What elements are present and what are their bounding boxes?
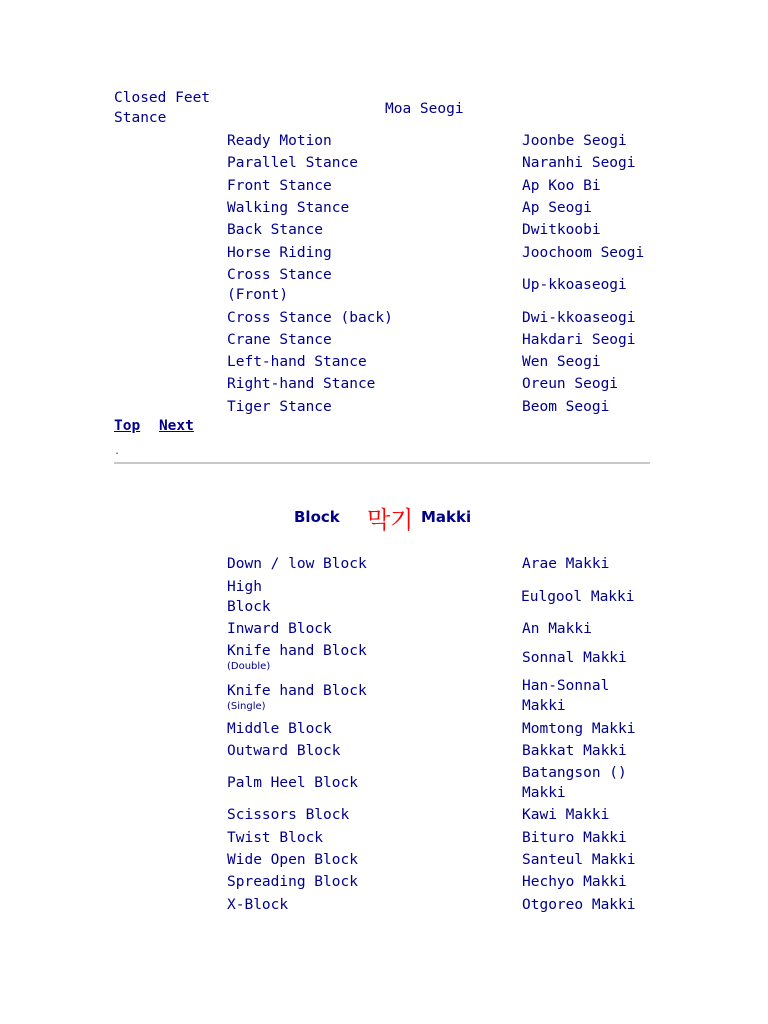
stance-english: Crane Stance (227, 332, 332, 348)
closed-feet-stance-label: Closed Feet Stance (114, 90, 211, 126)
block-english: Knife hand Block (227, 683, 367, 699)
block-english: Outward Block (227, 743, 341, 759)
nav-links (114, 418, 204, 434)
stance-english: Parallel Stance (227, 155, 358, 171)
block-english: High Block (227, 579, 271, 615)
stance-korean: Dwitkoobi (522, 222, 601, 238)
stance-english: Ready Motion (227, 133, 332, 149)
block-note: (Single) (227, 701, 266, 712)
block-english: X-Block (227, 897, 289, 913)
stance-english: Front Stance (227, 178, 332, 194)
stance-english: Cross Stance (back) (227, 310, 393, 326)
block-note: (Double) (227, 661, 271, 672)
block-korean: Bakkat Makki (522, 743, 627, 759)
block-english: Scissors Block (227, 807, 350, 823)
stance-korean: Wen Seogi (522, 354, 601, 370)
block-korean: Momtong Makki (522, 721, 636, 737)
block-english: Palm Heel Block (227, 775, 358, 791)
stance-english: Horse Riding (227, 245, 332, 261)
stance-korean: Hakdari Seogi (522, 332, 636, 348)
stance-korean: Up-kkoaseogi (522, 277, 627, 293)
makki-hangul-heading: 막기 (367, 506, 414, 534)
horizontal-rule (114, 462, 650, 464)
block-korean: Otgoreo Makki (522, 897, 636, 913)
block-english-group (227, 641, 427, 673)
stance-korean: Oreun Seogi (522, 376, 619, 392)
block-korean: Arae Makki (522, 556, 610, 572)
block-korean: Kawi Makki (522, 807, 610, 823)
block-korean: Sonnal Makki (522, 650, 627, 666)
separator-dot: . (114, 446, 121, 457)
block-korean: Han-Sonnal Makki (522, 678, 610, 714)
block-korean: Santeul Makki (522, 852, 636, 868)
block-korean: Hechyo Makki (522, 874, 627, 890)
next-link[interactable]: Next (158, 418, 194, 434)
block-korean: An Makki (522, 621, 592, 637)
block-korean: Batangson () Makki (522, 765, 627, 801)
block-english: Wide Open Block (227, 852, 358, 868)
block-korean: Eulgool Makki (521, 589, 635, 605)
stance-english: Walking Stance (227, 200, 350, 216)
block-english: Inward Block (227, 621, 332, 637)
block-korean: Bituro Makki (522, 830, 627, 846)
stance-korean: Beom Seogi (522, 399, 610, 415)
stance-korean: Joonbe Seogi (522, 133, 627, 149)
stance-english: Cross Stance (Front) (227, 267, 332, 303)
stance-korean: Ap Koo Bi (522, 178, 601, 194)
block-english-group (227, 681, 427, 713)
stance-korean: Joochoom Seogi (522, 245, 645, 261)
block-english: Spreading Block (227, 874, 358, 890)
top-link[interactable]: Top (114, 418, 141, 434)
stance-english: Right-hand Stance (227, 376, 376, 392)
block-english: Knife hand Block (227, 643, 367, 659)
stance-english: Back Stance (227, 222, 324, 238)
makki-heading: Makki (421, 508, 472, 526)
block-english: Middle Block (227, 721, 332, 737)
stance-korean: Dwi-kkoaseogi (522, 310, 636, 326)
block-heading: Block (294, 508, 340, 526)
stance-korean: Ap Seogi (522, 200, 592, 216)
moa-seogi-label: Moa Seogi (385, 101, 464, 117)
block-english: Down / low Block (227, 556, 367, 572)
block-english: Twist Block (227, 830, 324, 846)
stance-korean: Naranhi Seogi (522, 155, 636, 171)
stance-english: Left-hand Stance (227, 354, 367, 370)
stance-english: Tiger Stance (227, 399, 332, 415)
